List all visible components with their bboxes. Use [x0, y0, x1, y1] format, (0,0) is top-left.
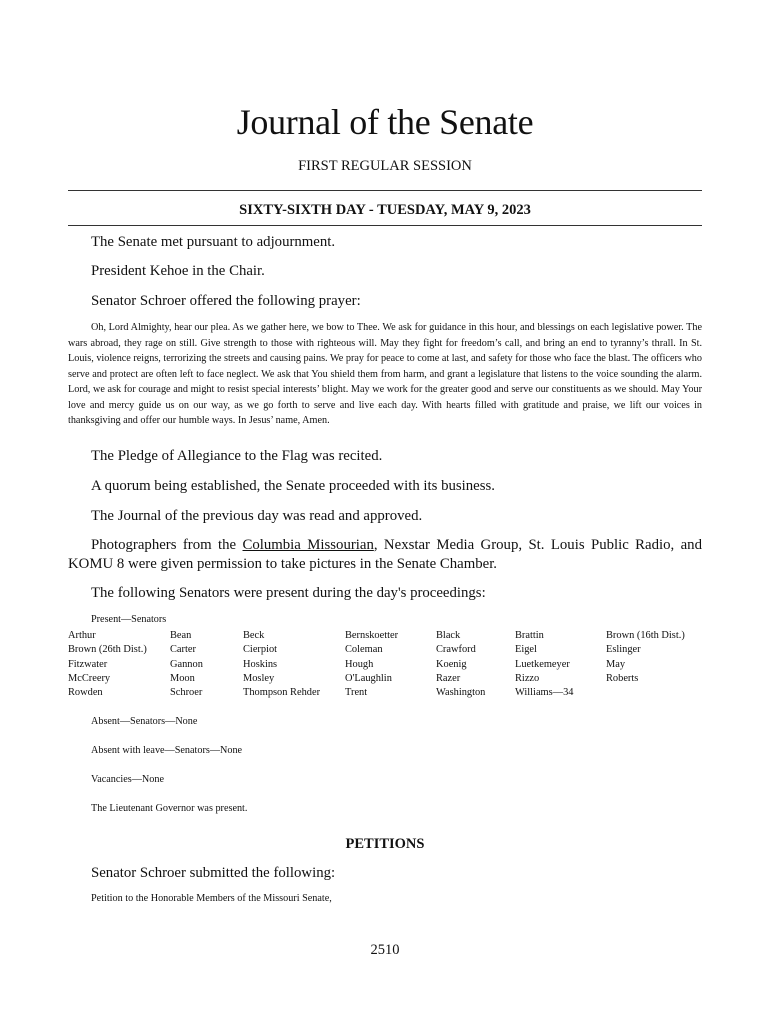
roster-column	[515, 629, 573, 700]
petitions-heading: PETITIONS	[345, 836, 425, 852]
senator-name: Thompson Rehder	[243, 687, 321, 699]
prayer-intro-paragraph: Senator Schroer offered the following prayer:	[91, 293, 361, 309]
roster-column	[436, 629, 485, 700]
quorum-paragraph: A quorum being established, the Senate proceeded with its business.	[91, 478, 495, 494]
absent-line: Absent—Senators—None	[91, 716, 198, 727]
senator-name: Eigel	[515, 644, 537, 656]
session-label: FIRST REGULAR SESSION	[298, 158, 472, 174]
senator-name: McCreery	[68, 672, 111, 684]
senator-name: Schroer	[170, 687, 203, 699]
senator-name: Crawford	[436, 644, 476, 656]
photographers-text-start: Photographers from the	[91, 537, 243, 553]
photographers-text-end: , Nexstar Media Group, St. Louis Public Radio, and KOMU 8 were given permission to take pictures in the Senate Chamber.	[68, 537, 702, 572]
senator-name: Razer	[436, 672, 461, 684]
petition-submitted-paragraph: Senator Schroer submitted the following:	[91, 865, 336, 881]
senator-name: Beck	[243, 630, 265, 641]
senator-name: Brown (26th Dist.)	[68, 644, 147, 656]
senator-name: Washington	[436, 687, 486, 699]
senator-name: Koenig	[436, 658, 467, 670]
roster-column	[170, 629, 203, 700]
journal-approved-paragraph: The Journal of the previous day was read and approved.	[91, 508, 423, 524]
petition-address-line: Petition to the Honorable Members of the Missouri Senate,	[91, 893, 332, 904]
roster-column	[68, 629, 147, 700]
senator-name: Eslinger	[606, 644, 641, 656]
roster-column	[345, 629, 398, 700]
senator-name: Gannon	[170, 658, 203, 670]
vacancies-line: Vacancies—None	[91, 774, 164, 785]
page-number: 2510	[370, 942, 400, 958]
senator-name: Luetkemeyer	[515, 658, 570, 670]
senator-name: Rowden	[68, 687, 103, 699]
columbia-missourian-link: Columbia Missourian	[242, 537, 374, 553]
senator-name: Hoskins	[243, 658, 278, 670]
senator-name: Moon	[170, 672, 195, 684]
senator-name: O'Laughlin	[345, 672, 392, 684]
senator-name: Brown (16th Dist.)	[606, 630, 685, 641]
chair-paragraph: President Kehoe in the Chair.	[91, 263, 265, 279]
senator-name: Rizzo	[515, 672, 540, 684]
pledge-paragraph: The Pledge of Allegiance to the Flag was recited.	[91, 448, 383, 464]
prayer-text: Oh, Lord Almighty, hear our plea. As we gather here, we bow to Thee. We ask for guidance in this hour, and blessings on each legislative power. The wars abroad, they rage on still. Give strength to those with righteous will. May they fight for freedom’s call, and bring an end to tyranny’s thrall. In St. Louis, violence reigns, terrorizing the streets and causing pains. We pray for peace to come at last, and safety for those who face the blast. The officers who serve and protect are often left to face neglect. We ask that You shield them from harm, and grant a legislature that listens to the voice sounding the alarm. Lord, we ask for courage and might to resist special interests’ blight. May we work for the greater good and serve our constituents as we should. May Your love and mercy guide us on our way, as we go forth to serve and live each day. With hearts filled with gratitude and praise, we lift our voices in thanksgiving and offer our humble ways. In Jesus’ name, Amen.	[68, 322, 702, 426]
senator-name: Hough	[345, 658, 374, 670]
senator-name: Bean	[170, 630, 192, 641]
present-intro-paragraph: The following Senators were present during the day's proceedings:	[91, 585, 486, 601]
absent-with-leave-line: Absent with leave—Senators—None	[91, 745, 243, 756]
photographers-paragraph	[68, 536, 702, 574]
senator-name: Mosley	[243, 672, 275, 684]
senator-name: Coleman	[345, 644, 383, 656]
senator-name: Williams—34	[515, 687, 574, 699]
senator-name: Cierpiot	[243, 644, 278, 656]
senator-name: Carter	[170, 644, 196, 656]
lieutenant-governor-line: The Lieutenant Governor was present.	[91, 803, 248, 814]
divider-top	[68, 190, 702, 191]
page-title: Journal of the Senate	[236, 102, 534, 142]
adjournment-paragraph: The Senate met pursuant to adjournment.	[91, 234, 336, 250]
senator-name: Trent	[345, 687, 368, 699]
day-heading: SIXTY-SIXTH DAY - TUESDAY, MAY 9, 2023	[239, 202, 531, 218]
roster-column	[243, 629, 320, 700]
present-label: Present—Senators	[91, 614, 167, 625]
roster-column	[606, 629, 685, 686]
senator-name: May	[606, 658, 626, 670]
senator-name: Brattin	[515, 630, 544, 641]
divider-bottom	[68, 225, 702, 226]
senator-name: Roberts	[606, 672, 639, 684]
senator-name: Fitzwater	[68, 658, 108, 670]
senator-name: Black	[436, 630, 461, 641]
senator-name: Arthur	[68, 630, 96, 641]
senator-name: Bernskoetter	[345, 630, 399, 641]
